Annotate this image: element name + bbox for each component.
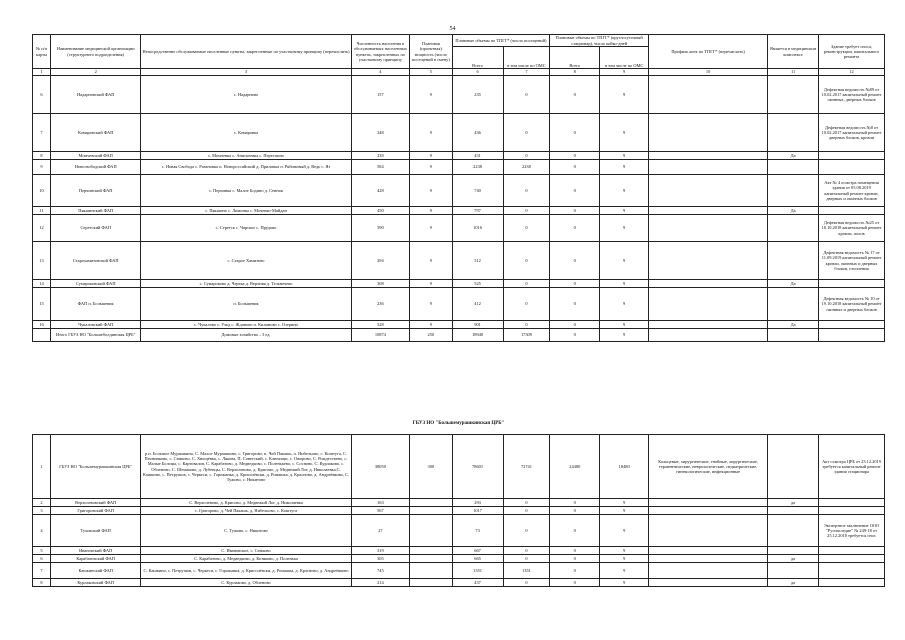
cell-name: Туховский ФАП [51, 515, 141, 547]
cell-st: Акт осмотра ЦРБ от 23.12.2019 требуется капитальный ремонт здания стационара [819, 435, 885, 499]
cell-v: 235 [452, 76, 503, 114]
cell-mk: да [768, 499, 819, 507]
header-cell: Плановые объемы по ТПГГ* (круглосуточный стационар), число койко-дней [550, 35, 649, 47]
header-cell: Является в медицинском комплексе [768, 35, 819, 69]
cell-bo: 9 [600, 547, 649, 555]
cell-bo: 9 [600, 288, 649, 321]
header-cell: Всего [452, 47, 503, 69]
section-title: ГБУЗ НО "Большемурашкинская ЦРБ" [412, 421, 505, 426]
cell-np: с. Пякшино с. Лимонка с. Моченко-Майдан [141, 207, 351, 215]
cell-cap: 9 [410, 242, 452, 280]
cell-np: с. Новая Свобода с. Разановка п. Новороссийский д. Прилипка п. Рябиновый д. Ведь с. Яз [141, 160, 351, 175]
cell-pop: 294 [351, 242, 409, 280]
cell-name: Комаровский ФАП [51, 114, 141, 152]
cell-st: Дефектная ведомость №89 от 10.02.2017 капитальный ремонт оконных, дверных блоков [819, 76, 885, 114]
cell-vo: 1351 [503, 563, 550, 579]
total-name: Итого ГБУЗ НО "Большеболдинская ЦРБ" [51, 329, 141, 342]
cell-pop: 27 [351, 515, 409, 547]
cell-prof [649, 547, 768, 555]
cell-vo: 0 [503, 288, 550, 321]
cell-n: 1 [33, 435, 51, 499]
cell-vo: 0 [503, 555, 550, 563]
cell-bo: 9 [600, 563, 649, 579]
cell-vo: 0 [503, 215, 550, 242]
cell-st [819, 563, 885, 579]
header-cell: Непосредственно обслуживаемые населенные пункты, закрепленные по участковому принципу (перечислить) [141, 35, 351, 69]
table-row [33, 160, 885, 175]
cell-pop: 157 [351, 76, 409, 114]
cell-n: 5 [33, 547, 51, 555]
cell-b: 0 [550, 563, 600, 579]
table-row [33, 242, 885, 280]
cell-cap: 9 [410, 321, 452, 329]
column-number: 10 [649, 69, 768, 76]
cell-vo: 0 [503, 207, 550, 215]
cell-b: 0 [550, 507, 600, 515]
cell-np: с. Григорово, д. Чей Пакашь, д. Нибельово, с. Коштуга [141, 507, 351, 515]
cell-vo: 0 [503, 321, 550, 329]
cell-bo: 9 [600, 114, 649, 152]
cell-v: 901 [452, 321, 503, 329]
cell-n: 9 [33, 160, 51, 175]
cell-mk [768, 288, 819, 321]
cell-pop: 319 [351, 547, 409, 555]
cell-name: Григоровский ФАП [51, 507, 141, 515]
total-cap: 250 [410, 329, 452, 342]
cell-np: р.п. Большое Мурашкино, С. Малое Мурашкино, с. Григорово, п. Чей Пакашь, п. Нибельово, с. Коштуга, С. Пеонинково, с. Семково, С. Хвощёвка, с. Лякова, П. Советский, с. Ключищи, с. Ожорово, С. Рождествено, с. Малые Болоцы, с. Картовалов, С. Карабатово, д. Медведково, с. Поленькево, с. Сосново, С. Курлаково, с. Обленово, С. Шемаково, д. Лубенцы, С. Верхолевово, д. Крисово, д. Медвежий Лог, д. Николаевка,С. Кашкино, с. Петрушов, с. Черкеси, с. Горожанка, д. Крисолёвски, д. Ромашка, д. Красново, д. Андреёвково, С. Тужово, с. Никитово [141, 435, 351, 499]
cell-v: 1016 [452, 215, 503, 242]
table-row [33, 215, 885, 242]
cell-n: 13 [33, 242, 51, 280]
cell-prof [649, 321, 768, 329]
table-row [33, 499, 885, 507]
header-cell: Численность населения в обслуживаемых населенных пунктах, закрепленных по участковому принципу [351, 35, 409, 69]
cell-bo: 9 [600, 152, 649, 160]
cell-b: 0 [550, 515, 600, 547]
cell-vo: 0 [503, 280, 550, 288]
table-row [33, 76, 885, 114]
cell-cap [410, 579, 452, 587]
cell-pop: 236 [351, 288, 409, 321]
cell-vo: 0 [503, 242, 550, 280]
column-number-row [33, 69, 885, 76]
cell-prof [649, 152, 768, 160]
cell-v: 525 [452, 280, 503, 288]
cell-cap: 9 [410, 160, 452, 175]
cell-mk [768, 507, 819, 515]
cell-cap: 9 [410, 76, 452, 114]
total-bo: 9 [600, 329, 649, 342]
cell-st [819, 499, 885, 507]
cell-np: С. Верхолевово, д. Крисово, д. Медвежий Лог, д. Николаевка [141, 499, 351, 507]
column-number: 9 [600, 69, 649, 76]
cell-bo: 9 [600, 555, 649, 563]
cell-v: 1017 [452, 507, 503, 515]
cell-mk: Да [768, 207, 819, 215]
cell-empty [649, 329, 768, 342]
cell-mk [768, 175, 819, 207]
cell-b: 0 [550, 207, 600, 215]
cell-vo: 72741 [503, 435, 550, 499]
cell-pop: 745 [351, 563, 409, 579]
cell-cap: 9 [410, 152, 452, 160]
cell-b: 0 [550, 280, 600, 288]
table-row [33, 207, 885, 215]
cell-prof [649, 579, 768, 587]
cell-np: С. Курлаково, д. Обленово [141, 579, 351, 587]
cell-v: 431 [452, 152, 503, 160]
cell-n: 12 [33, 215, 51, 242]
cell-b: 0 [550, 555, 600, 563]
table-row [33, 555, 885, 563]
cell-name: ФАП п. Большевик [51, 288, 141, 321]
cell-pop: 305 [351, 555, 409, 563]
cell-empty [768, 329, 819, 342]
cell-prof [649, 563, 768, 579]
cell-mk: да [768, 579, 819, 587]
cell-v: 667 [452, 547, 503, 555]
cell-np: с. Чукалово с. Ульд с. Жданово п. Килиново с. Озерино [141, 321, 351, 329]
cell-st: Акт № 4 осмотра помещения здания от 05.08.2019 капитальный ремонт кровли, дверных и оконных блоков [819, 175, 885, 207]
cell-prof [649, 215, 768, 242]
cell-mk: да [768, 555, 819, 563]
cell-n: 8 [33, 579, 51, 587]
column-number: 12 [819, 69, 885, 76]
cell-name: Карабатовский ФАП [51, 555, 141, 563]
cell-n: 6 [33, 76, 51, 114]
cell-v: 437 [452, 579, 503, 587]
cell-v: 797 [452, 207, 503, 215]
table-row [33, 563, 885, 579]
cell-empty [819, 329, 885, 342]
cell-b: 0 [550, 242, 600, 280]
cell-vo: 0 [503, 507, 550, 515]
cell-mk [768, 515, 819, 547]
cell-cap [410, 515, 452, 547]
cell-mk: Да [768, 152, 819, 160]
cell-pop: 239 [351, 152, 409, 160]
cell-name: Пякшинский ФАП [51, 207, 141, 215]
cell-pop: 38050 [351, 435, 409, 499]
header-cell: Здание требует сноса, реконструкции, капитального ремонта [819, 35, 885, 69]
cell-bo: 9 [600, 242, 649, 280]
cell-mk [768, 242, 819, 280]
cell-cap: 300 [410, 435, 452, 499]
header-cell: Плановая (проектная) мощность (число посещений в смену) [410, 35, 452, 69]
total-np: Домовые хозяйства – 3 ед. [141, 329, 351, 342]
cell-n: 16 [33, 321, 51, 329]
cell-pop: 308 [351, 280, 409, 288]
cell-st [819, 321, 885, 329]
cell-np: п. Большевик [141, 288, 351, 321]
cell-prof [649, 207, 768, 215]
cell-name: Курлаковский ФАП [51, 579, 141, 587]
cell-mk [768, 160, 819, 175]
cell-name: Серетский ФАП [51, 215, 141, 242]
cell-vo: 0 [503, 152, 550, 160]
table-row [33, 175, 885, 207]
cell-cap [410, 507, 452, 515]
cell-b: 0 [550, 215, 600, 242]
total-pop: 10874 [351, 329, 409, 342]
cell-n: 11 [33, 207, 51, 215]
cell-np: с. Момчевка с. Анискеевка с. Переспино [141, 152, 351, 160]
facilities-table-1 [32, 34, 885, 342]
cell-b: 0 [550, 547, 600, 555]
cell-vo: 0 [503, 547, 550, 555]
total-b: 0 [550, 329, 600, 342]
cell-bo: 9 [600, 160, 649, 175]
column-number: 4 [351, 69, 409, 76]
cell-pop: 248 [351, 114, 409, 152]
header-cell: в том числе по ОМС [503, 47, 550, 69]
column-number: 1 [33, 69, 51, 76]
cell-st: Экспертное заключение ООО "Руснаследие" № 249-18 от 25.12.2018 требуется снос [819, 515, 885, 547]
cell-b: 24480 [550, 435, 600, 499]
table-1-body [33, 76, 885, 342]
cell-vo: 0 [503, 515, 550, 547]
cell-v: 293 [452, 499, 503, 507]
cell-n: 14 [33, 280, 51, 288]
cell-np: С. Тужово, с. Никитово [141, 515, 351, 547]
cell-st [819, 152, 885, 160]
cell-bo: 9 [600, 579, 649, 587]
cell-prof [649, 280, 768, 288]
cell-n: 6 [33, 555, 51, 563]
header-cell: Профиль коек по ТПГГ* (перечислить) [649, 35, 768, 69]
cell-bo: 9 [600, 175, 649, 207]
cell-name: Ивановский ФАП [51, 547, 141, 555]
cell-v: 665 [452, 555, 503, 563]
cell-prof [649, 499, 768, 507]
cell-n: 8 [33, 152, 51, 160]
cell-mk [768, 435, 819, 499]
cell-vo: 0 [503, 499, 550, 507]
cell-mk [768, 547, 819, 555]
cell-st: Дефектная ведомость № 17 от 11.09.2019 капитальный ремонт кровли, оконных и дверных блоков, отопления [819, 242, 885, 280]
cell-name: Верхолевовский ФАП [51, 499, 141, 507]
cell-name: Старохамитовский ФАП [51, 242, 141, 280]
cell-n: 10 [33, 175, 51, 207]
cell-bo: 9 [600, 499, 649, 507]
cell-b: 0 [550, 175, 600, 207]
cell-bo: 9 [600, 280, 649, 288]
column-number: 5 [410, 69, 452, 76]
table-row [33, 435, 885, 499]
cell-np: с. Комаровка [141, 114, 351, 152]
cell-pop: 584 [351, 160, 409, 175]
cell-pop: 428 [351, 175, 409, 207]
cell-cap [410, 555, 452, 563]
cell-vo: 0 [503, 175, 550, 207]
cell-name: Кашкинский ФАП [51, 563, 141, 579]
cell-bo: 9 [600, 207, 649, 215]
cell-st [819, 555, 885, 563]
table-row [33, 321, 885, 329]
cell-prof [649, 507, 768, 515]
cell-name: Чукаловский ФАП [51, 321, 141, 329]
cell-cap: 9 [410, 207, 452, 215]
cell-st [819, 160, 885, 175]
cell-mk [768, 114, 819, 152]
cell-cap: 9 [410, 175, 452, 207]
page-number: 54 [449, 26, 456, 32]
cell-v: 436 [452, 114, 503, 152]
cell-st [819, 547, 885, 555]
cell-v: 740 [452, 175, 503, 207]
column-number: 6 [452, 69, 503, 76]
cell-name: Сумароковский ФАП [51, 280, 141, 288]
column-number: 2 [51, 69, 141, 76]
cell-v: 1351 [452, 563, 503, 579]
cell-bo: 9 [600, 321, 649, 329]
table-2-body [33, 435, 885, 587]
cell-v: 78601 [452, 435, 503, 499]
cell-empty [33, 329, 51, 342]
table-row [33, 288, 885, 321]
cell-v: 73 [452, 515, 503, 547]
table-row [33, 280, 885, 288]
cell-st [819, 507, 885, 515]
column-number: 7 [503, 69, 550, 76]
cell-n: 4 [33, 515, 51, 547]
cell-cap [410, 547, 452, 555]
table-row [33, 547, 885, 555]
column-number: 8 [550, 69, 600, 76]
cell-mk [768, 215, 819, 242]
facilities-table-2 [32, 434, 885, 587]
cell-v: 412 [452, 288, 503, 321]
cell-vo: 2238 [503, 160, 550, 175]
cell-n: 2 [33, 499, 51, 507]
cell-mk: Да [768, 321, 819, 329]
cell-bo: 9 [600, 76, 649, 114]
cell-prof: Кольцевые, хирургические, гнойные, хирургические, терапевтические, неврологические, педиатрические, гинекологические, инфекционные [649, 435, 768, 499]
total-row [33, 329, 885, 342]
cell-prof [649, 288, 768, 321]
cell-prof [649, 555, 768, 563]
cell-st: Дефектная ведомость №25 от 18.10.2018 капитальный ремонт кровли, полов [819, 215, 885, 242]
cell-cap: 9 [410, 114, 452, 152]
cell-st: Дефектная ведомость № 10 от 19.10.2018 капитальный ремонт оконных и дверных блоков [819, 288, 885, 321]
cell-b: 0 [550, 579, 600, 587]
table-row [33, 152, 885, 160]
cell-n: 7 [33, 114, 51, 152]
cell-pop: 450 [351, 207, 409, 215]
header-cell: Наименование медицинской организации (структурного подразделения) [51, 35, 141, 69]
table-row [33, 515, 885, 547]
cell-bo: 9 [600, 215, 649, 242]
cell-st [819, 207, 885, 215]
cell-prof [649, 114, 768, 152]
table-row [33, 579, 885, 587]
cell-bo: 18480 [600, 435, 649, 499]
cell-cap: 9 [410, 288, 452, 321]
total-vo: 17309 [503, 329, 550, 342]
cell-name: Момчевский ФАП [51, 152, 141, 160]
header-cell: № п/п карты [33, 35, 51, 69]
cell-pop: 163 [351, 499, 409, 507]
cell-b: 0 [550, 321, 600, 329]
cell-cap [410, 499, 452, 507]
cell-v: 512 [452, 242, 503, 280]
total-v: 18940 [452, 329, 503, 342]
cell-b: 0 [550, 114, 600, 152]
cell-prof [649, 76, 768, 114]
cell-mk [768, 563, 819, 579]
cell-pop: 214 [351, 579, 409, 587]
cell-name: ГБУЗ НО "Большемурашкинская ЦРБ" [51, 435, 141, 499]
cell-np: с. Надарново [141, 76, 351, 114]
cell-vo: 0 [503, 76, 550, 114]
cell-name: Надарновский ФАП [51, 76, 141, 114]
cell-np: с. Сумароково д. Чертка д. Верхняя д. Тельнечево [141, 280, 351, 288]
cell-n: 15 [33, 288, 51, 321]
cell-pop: 567 [351, 507, 409, 515]
cell-cap: 9 [410, 280, 452, 288]
cell-prof [649, 160, 768, 175]
cell-st: Дефектная ведомость №8 от 10.02.2017 капитальный ремонт дверных блоков, кровли [819, 114, 885, 152]
cell-v: 2238 [452, 160, 503, 175]
header-cell: Всего [550, 47, 600, 69]
cell-st [819, 579, 885, 587]
column-number: 11 [768, 69, 819, 76]
cell-bo: 9 [600, 507, 649, 515]
cell-prof [649, 242, 768, 280]
cell-mk [768, 76, 819, 114]
cell-pop: 590 [351, 215, 409, 242]
cell-bo: 9 [600, 515, 649, 547]
header-cell: Плановые объемы по ТПГГ* (число посещений) [452, 35, 550, 47]
cell-cap: 9 [410, 215, 452, 242]
cell-b: 0 [550, 499, 600, 507]
cell-st [819, 280, 885, 288]
cell-np: с. Серетск с. Чарское с. Прудово [141, 215, 351, 242]
cell-np: с. Старое Хамитово [141, 242, 351, 280]
table-row [33, 507, 885, 515]
cell-np: С. Кашкино, с. Петрушов, с. Черкеси, с. Горожанка, д. Крисолёвски, д. Ромашка, д. Красново, д. Андреёвково [141, 563, 351, 579]
cell-np: с. Перчинка с. Малое Бодино д. Сеннок [141, 175, 351, 207]
cell-np: С. Ивановское, с. Семково [141, 547, 351, 555]
cell-cap [410, 563, 452, 579]
table-row [33, 114, 885, 152]
header-cell: в том числе по ОМС [600, 47, 649, 69]
column-number: 3 [141, 69, 351, 76]
cell-name: Новосвободский ФАП [51, 160, 141, 175]
cell-mk: Да [768, 280, 819, 288]
cell-vo: 0 [503, 579, 550, 587]
cell-vo: 0 [503, 114, 550, 152]
cell-b: 0 [550, 152, 600, 160]
cell-prof [649, 515, 768, 547]
cell-np: С. Карабатово, д. Медведково, д. Котяково, д. Поленька [141, 555, 351, 563]
cell-b: 0 [550, 76, 600, 114]
cell-n: 7 [33, 563, 51, 579]
cell-b: 0 [550, 160, 600, 175]
cell-n: 3 [33, 507, 51, 515]
cell-name: Перчинский ФАП [51, 175, 141, 207]
cell-b: 0 [550, 288, 600, 321]
cell-prof [649, 175, 768, 207]
cell-pop: 528 [351, 321, 409, 329]
